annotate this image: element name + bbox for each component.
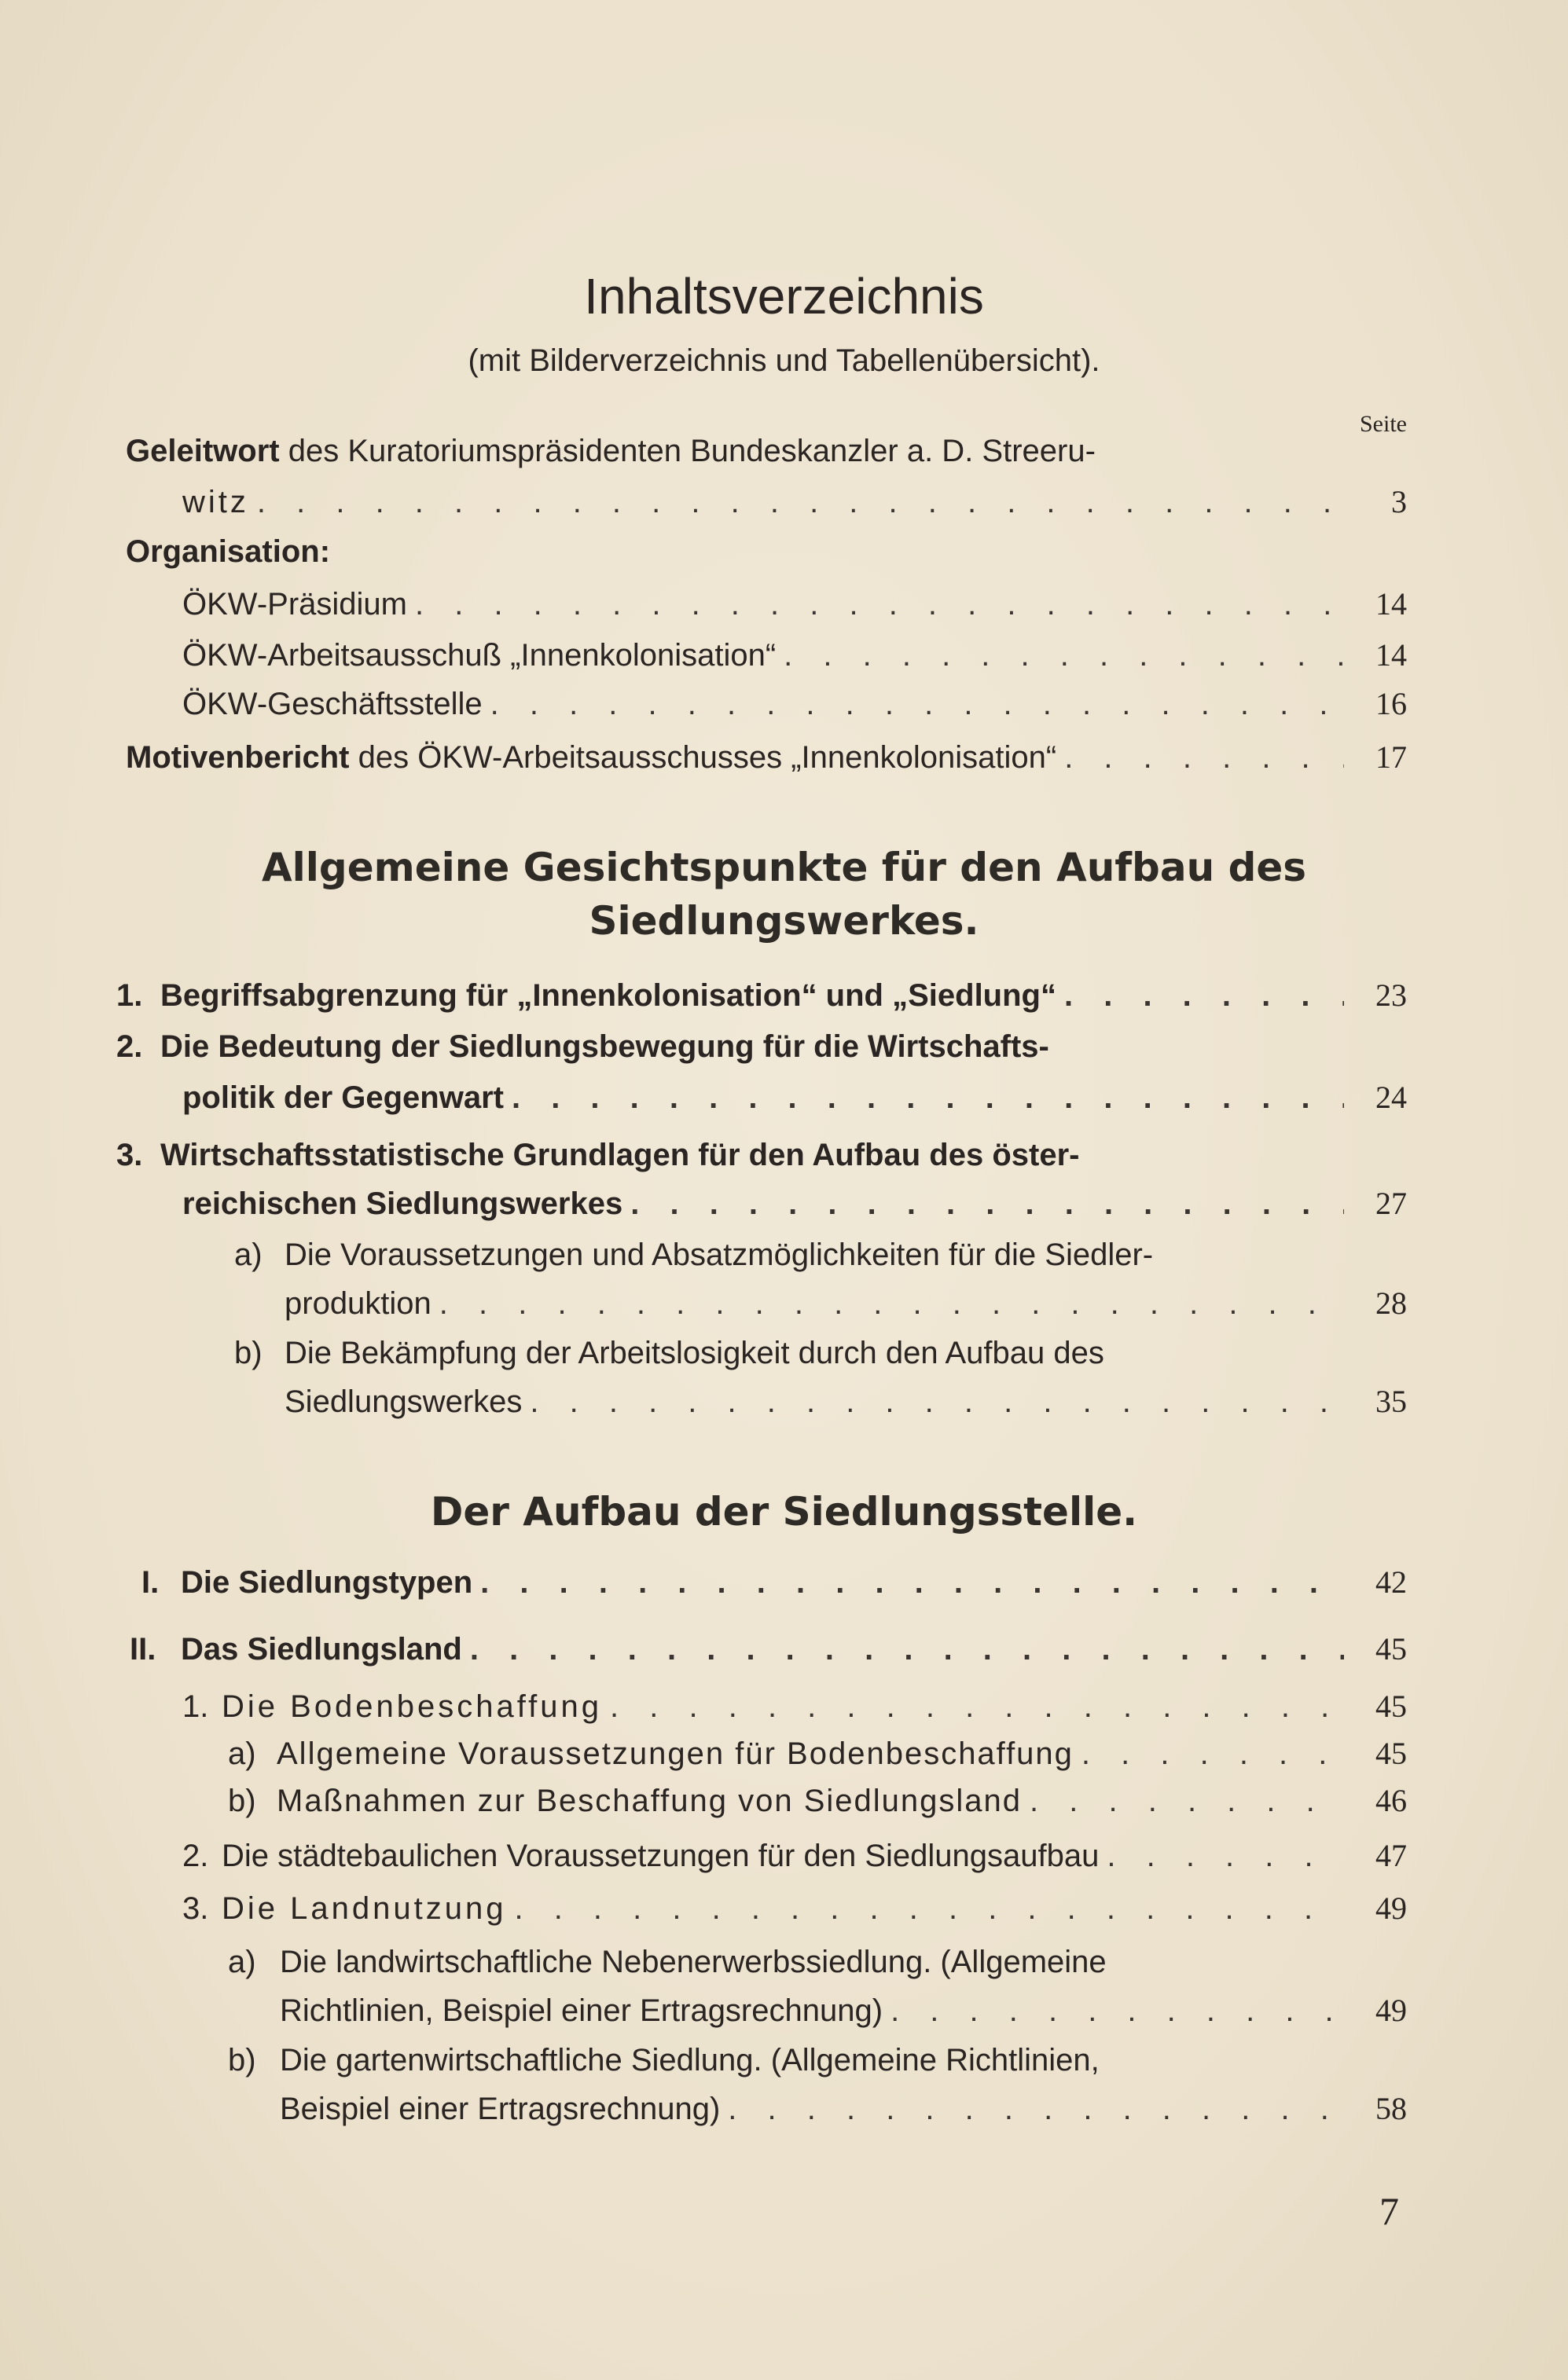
motiv-rest: des ÖKW-Arbeitsausschusses „Innenkolonisation“ xyxy=(358,740,1057,775)
entry-label: Begriffsabgrenzung für „Innenkolonisation“ und „Siedlung“ xyxy=(160,978,1056,1013)
page-ref: 3 xyxy=(1391,484,1407,519)
toc-row-org-1 xyxy=(182,585,1407,622)
item-number: 2. xyxy=(182,1839,209,1873)
entry-label: Maßnahmen zur Beschaffung von Siedlungsland xyxy=(277,1784,1023,1818)
toc-row-s1-sub-a xyxy=(285,1285,1407,1322)
leader-dots xyxy=(480,1565,1344,1601)
entry-label: ÖKW-Geschäftsstelle xyxy=(182,687,483,721)
leader-dots xyxy=(1064,978,1344,1014)
section-heading-1-line1: Allgemeine Gesichtspunkte für den Aufbau des xyxy=(261,845,1307,890)
entry-label: ÖKW-Präsidium xyxy=(182,587,407,622)
page-ref: 14 xyxy=(1375,637,1407,673)
page-ref: 45 xyxy=(1375,1689,1407,1724)
page-title: Inhaltsverzeichnis xyxy=(584,268,984,325)
leader-dots xyxy=(1064,740,1344,776)
leader-dots xyxy=(610,1689,1344,1725)
section-heading-2: Der Aufbau der Siedlungsstelle. xyxy=(430,1489,1138,1535)
toc-entry-s1-sub-a xyxy=(234,1238,1153,1273)
toc-entry-s2-3a xyxy=(228,1945,1107,1980)
page-ref: 47 xyxy=(1375,1838,1407,1873)
seite-label: Seite xyxy=(1360,411,1407,437)
entry-label-line1: Die Bedeutung der Siedlungsbewegung für die Wirtschafts- xyxy=(160,1029,1049,1064)
page-ref: 49 xyxy=(1375,1890,1407,1926)
toc-row-s2-3 xyxy=(182,1890,1407,1927)
leader-dots xyxy=(415,587,1344,622)
toc-row-s2-ii xyxy=(130,1630,1407,1667)
entry-label-line2: politik der Gegenwart xyxy=(182,1080,504,1115)
toc-row-s2-3a xyxy=(280,1992,1407,2029)
item-number: II. xyxy=(130,1632,156,1667)
item-number: I. xyxy=(141,1565,160,1600)
page-ref: 46 xyxy=(1375,1783,1407,1818)
entry-label: Die städtebaulichen Voraussetzungen für den Siedlungsaufbau xyxy=(222,1839,1100,1873)
item-letter: a) xyxy=(228,1736,256,1771)
item-number: 1. xyxy=(182,1689,209,1724)
page-ref: 42 xyxy=(1375,1564,1407,1600)
leader-dots xyxy=(257,485,1344,520)
page-ref: 58 xyxy=(1375,2091,1407,2126)
toc-entry-s1-sub-b xyxy=(234,1336,1104,1371)
page-ref: 16 xyxy=(1375,686,1407,721)
page-ref: 14 xyxy=(1375,586,1407,622)
page-ref: 24 xyxy=(1375,1080,1407,1115)
toc-row-geleitwort xyxy=(182,483,1407,520)
item-number: 2. xyxy=(116,1029,143,1064)
entry-label-line1: Die Bekämpfung der Arbeitslosigkeit durch den Aufbau des xyxy=(285,1336,1104,1370)
toc-row-motivenbericht xyxy=(126,739,1407,776)
entry-label: Die Siedlungstypen xyxy=(181,1565,473,1600)
entry-label-line2: Richtlinien, Beispiel einer Ertragsrechnung) xyxy=(280,1993,883,2028)
geleitwort-cont: witz xyxy=(182,485,249,519)
page-ref: 45 xyxy=(1375,1736,1407,1771)
page-number: 7 xyxy=(1379,2189,1399,2233)
toc-entry-s2-3b xyxy=(228,2043,1100,2078)
entry-label-line2: Siedlungswerkes xyxy=(285,1384,523,1419)
leader-dots xyxy=(728,2092,1344,2127)
leader-dots xyxy=(1107,1839,1344,1874)
toc-row-s1-sub-b xyxy=(285,1383,1407,1420)
motiv-bold: Motivenbericht xyxy=(126,740,350,775)
entry-label-line1: Die gartenwirtschaftliche Siedlung. (Allgemeine Richtlinien, xyxy=(280,2043,1100,2077)
entry-label-line2: Beispiel einer Ertragsrechnung) xyxy=(280,2092,721,2126)
toc-row-s2-1b xyxy=(228,1782,1407,1819)
toc-row-s2-1 xyxy=(182,1688,1407,1725)
page-ref: 28 xyxy=(1375,1285,1407,1321)
leader-dots xyxy=(514,1891,1344,1927)
page-subtitle: (mit Bilderverzeichnis und Tabellenübersicht). xyxy=(468,343,1100,378)
entry-label: Das Siedlungsland xyxy=(181,1632,462,1667)
leader-dots xyxy=(490,687,1344,722)
page-ref: 49 xyxy=(1375,1993,1407,2028)
entry-label-line1: Die landwirtschaftliche Nebenerwerbssiedlung. (Allgemeine xyxy=(280,1945,1107,1979)
leader-dots xyxy=(512,1080,1344,1116)
toc-row-s2-i xyxy=(141,1564,1407,1601)
leader-dots xyxy=(890,1993,1344,2029)
leader-dots xyxy=(1081,1736,1344,1772)
page-ref: 27 xyxy=(1375,1186,1407,1221)
item-number: 3. xyxy=(182,1891,209,1926)
page-ref: 17 xyxy=(1375,739,1407,775)
toc-entry-organisation: Organisation: xyxy=(126,534,331,569)
page-ref: 23 xyxy=(1375,977,1407,1013)
toc-row-s1-item2 xyxy=(182,1079,1407,1116)
leader-dots xyxy=(439,1286,1344,1322)
item-letter: b) xyxy=(228,2043,256,2077)
toc-entry-s1-item3 xyxy=(116,1138,1079,1173)
entry-label: Die Bodenbeschaffung xyxy=(222,1689,603,1724)
toc-entry-s1-item2 xyxy=(116,1029,1049,1065)
toc-row-s2-1a xyxy=(228,1735,1407,1772)
entry-label-line2: produktion xyxy=(285,1286,431,1321)
leader-dots xyxy=(630,1186,1344,1222)
entry-label: Allgemeine Voraussetzungen für Bodenbeschaffung xyxy=(277,1736,1074,1771)
toc-row-s2-2 xyxy=(182,1837,1407,1874)
geleitwort-rest: des Kuratoriumspräsidenten Bundeskanzler a. D. Streeru- xyxy=(288,434,1096,468)
geleitwort-bold: Geleitwort xyxy=(126,434,280,468)
toc-row-s1-item3 xyxy=(182,1185,1407,1222)
toc-row-s2-3b xyxy=(280,2090,1407,2127)
item-number: 1. xyxy=(116,978,143,1013)
entry-label: ÖKW-Arbeitsausschuß „Innenkolonisation“ xyxy=(182,638,777,673)
item-letter: b) xyxy=(228,1784,256,1818)
entry-label-line1: Die Voraussetzungen und Absatzmöglichkeiten für die Siedler- xyxy=(285,1238,1154,1272)
item-letter: a) xyxy=(228,1945,256,1979)
toc-row-s1-item1 xyxy=(116,977,1407,1014)
entry-label: Die Landnutzung xyxy=(222,1891,507,1926)
leader-dots xyxy=(784,638,1344,673)
entry-label-line1: Wirtschaftsstatistische Grundlagen für den Aufbau des öster- xyxy=(160,1138,1080,1172)
toc-entry-geleitwort xyxy=(126,434,1096,469)
entry-label-line2: reichischen Siedlungswerkes xyxy=(182,1186,623,1221)
item-letter: a) xyxy=(234,1238,263,1272)
toc-row-org-2 xyxy=(182,636,1407,673)
leader-dots xyxy=(1030,1784,1344,1819)
page-ref: 45 xyxy=(1375,1631,1407,1667)
toc-row-org-3 xyxy=(182,685,1407,722)
item-number: 3. xyxy=(116,1138,143,1172)
leader-dots xyxy=(470,1632,1344,1667)
leader-dots xyxy=(530,1384,1344,1420)
section-heading-1-line2: Siedlungswerkes. xyxy=(589,898,979,944)
page-ref: 35 xyxy=(1375,1384,1407,1419)
item-letter: b) xyxy=(234,1336,263,1370)
